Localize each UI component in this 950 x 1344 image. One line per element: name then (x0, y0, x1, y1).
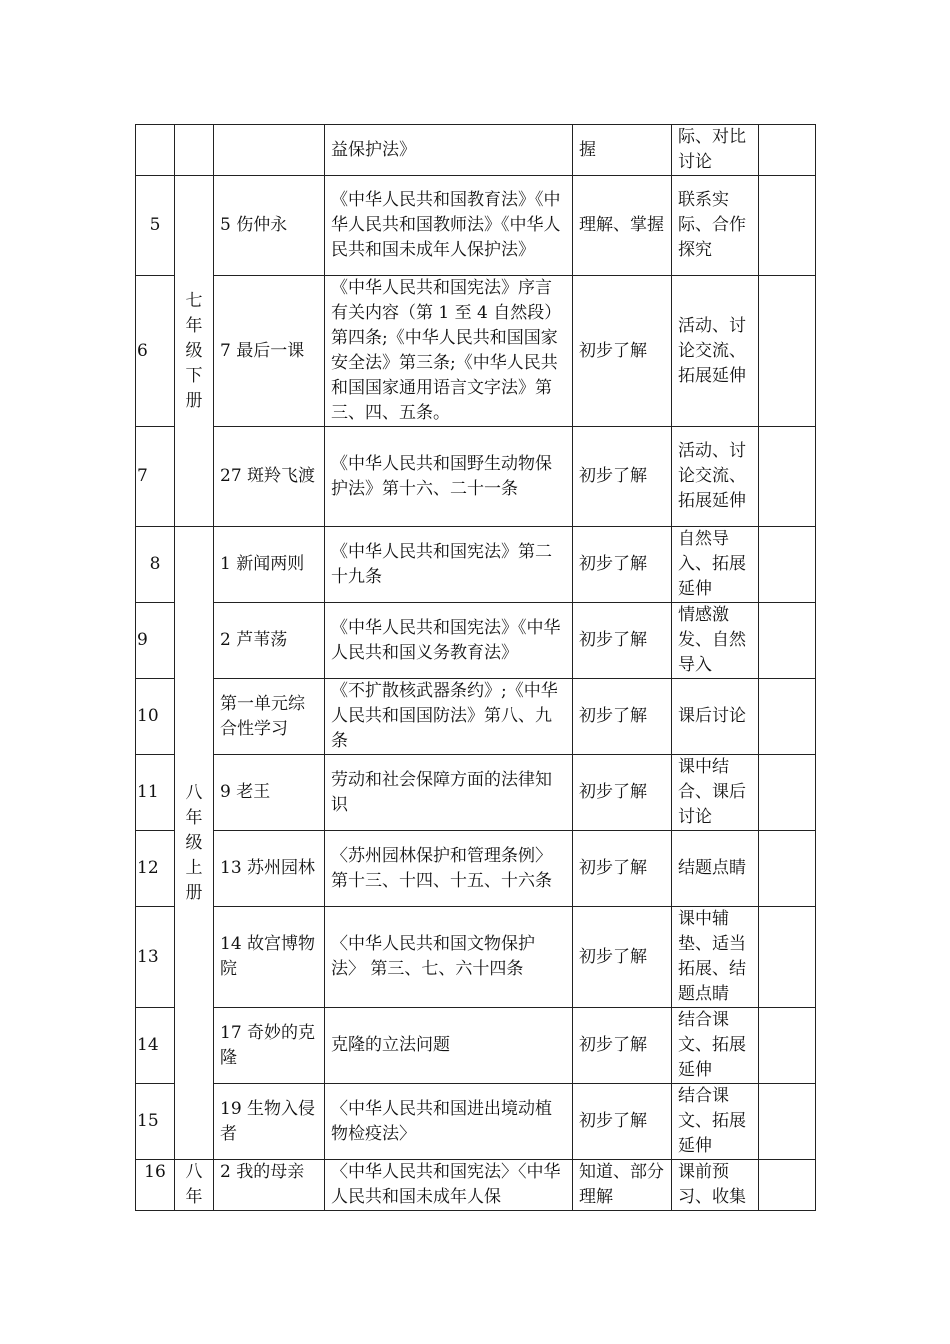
blank-cell (759, 603, 816, 679)
lesson-cell: 第一单元综合性学习 (214, 679, 325, 755)
table-row (136, 755, 816, 831)
level-cell: 初步了解 (573, 755, 672, 831)
row-number: 7 (136, 427, 175, 527)
blank-cell (759, 831, 816, 907)
blank-cell (759, 907, 816, 1008)
table-row (136, 176, 816, 276)
lesson-cell: 7 最后一课 (214, 276, 325, 427)
row-number: 15 (136, 1084, 175, 1160)
law-cell: 《中华人民共和国野生动物保护法》第十六、二十一条 (325, 427, 573, 527)
grade-cell (175, 125, 214, 176)
table-row (136, 527, 816, 603)
lesson-cell: 14 故宫博物院 (214, 907, 325, 1008)
row-number: 11 (136, 755, 175, 831)
method-cell: 活动、讨论交流、拓展延伸 (672, 276, 759, 427)
lesson-cell: 13 苏州园林 (214, 831, 325, 907)
law-cell: 〈中华人民共和国进出境动植物检疫法〉 (325, 1084, 573, 1160)
level-cell: 初步了解 (573, 1084, 672, 1160)
row-number (136, 125, 175, 176)
blank-cell (759, 1084, 816, 1160)
lesson-cell (214, 125, 325, 176)
method-cell: 结合课文、拓展延伸 (672, 1008, 759, 1084)
method-cell: 课中结合、课后讨论 (672, 755, 759, 831)
grade-eighth-bottom: 八 年 (175, 1160, 214, 1211)
law-cell: 益保护法》 (325, 125, 573, 176)
row-number: 8 (136, 527, 175, 603)
level-cell: 初步了解 (573, 907, 672, 1008)
blank-cell (759, 755, 816, 831)
law-cell: 〈中华人民共和国宪法〉〈中华人民共和国未成年人保 (325, 1160, 573, 1211)
law-cell: 《中华人民共和国宪法》第二十九条 (325, 527, 573, 603)
method-cell: 课前预习、收集 (672, 1160, 759, 1211)
method-cell: 自然导入、拓展延伸 (672, 527, 759, 603)
law-education-table (135, 124, 816, 1211)
blank-cell (759, 176, 816, 276)
row-number: 10 (136, 679, 175, 755)
lesson-cell: 2 芦苇荡 (214, 603, 325, 679)
lesson-cell: 27 斑羚飞渡 (214, 427, 325, 527)
table-row (136, 427, 816, 527)
table-row (136, 679, 816, 755)
row-number: 6 (136, 276, 175, 427)
row-number: 14 (136, 1008, 175, 1084)
level-cell: 初步了解 (573, 276, 672, 427)
lesson-cell: 9 老王 (214, 755, 325, 831)
method-cell: 情感激发、自然导入 (672, 603, 759, 679)
level-cell: 初步了解 (573, 831, 672, 907)
lesson-cell: 1 新闻两则 (214, 527, 325, 603)
grade-eighth-up: 八 年 级 上 册 (175, 527, 214, 1160)
method-cell: 课中辅垫、适当拓展、结题点睛 (672, 907, 759, 1008)
table-row (136, 831, 816, 907)
law-cell: 《不扩散核武器条约》;《中华人民共和国国防法》第八、九条 (325, 679, 573, 755)
level-cell: 初步了解 (573, 679, 672, 755)
blank-cell (759, 125, 816, 176)
row-number: 5 (136, 176, 175, 276)
blank-cell (759, 427, 816, 527)
law-cell: 《中华人民共和国宪法》序言有关内容（第 1 至 4 自然段）第四条;《中华人民共和国国家安全法》第三条;《中华人民共和国国家通用语言文字法》第三、四、五条。 (325, 276, 573, 427)
level-cell: 知道、部分理解 (573, 1160, 672, 1211)
table-row (136, 1084, 816, 1160)
lesson-cell: 19 生物入侵者 (214, 1084, 325, 1160)
lesson-cell: 2 我的母亲 (214, 1160, 325, 1211)
row-number: 12 (136, 831, 175, 907)
level-cell: 理解、掌握 (573, 176, 672, 276)
grade-seventh-down: 七 年 级 下 册 (175, 176, 214, 527)
level-cell: 初步了解 (573, 1008, 672, 1084)
law-cell: 克隆的立法问题 (325, 1008, 573, 1084)
table-row (136, 125, 816, 176)
method-cell: 活动、讨论交流、拓展延伸 (672, 427, 759, 527)
blank-cell (759, 1160, 816, 1211)
law-cell: 《中华人民共和国宪法》《中华人民共和国义务教育法》 (325, 603, 573, 679)
table-row (136, 1008, 816, 1084)
table-row (136, 1160, 816, 1211)
law-cell: 《中华人民共和国教育法》《中华人民共和国教师法》《中华人民共和国未成年人保护法》 (325, 176, 573, 276)
method-cell: 结题点睛 (672, 831, 759, 907)
lesson-cell: 17 奇妙的克隆 (214, 1008, 325, 1084)
method-cell: 际、对比讨论 (672, 125, 759, 176)
method-cell: 联系实际、合作探究 (672, 176, 759, 276)
blank-cell (759, 679, 816, 755)
method-cell: 结合课文、拓展延伸 (672, 1084, 759, 1160)
method-cell: 课后讨论 (672, 679, 759, 755)
law-cell: 劳动和社会保障方面的法律知识 (325, 755, 573, 831)
table-row (136, 276, 816, 427)
level-cell: 握 (573, 125, 672, 176)
blank-cell (759, 276, 816, 427)
row-number: 13 (136, 907, 175, 1008)
blank-cell (759, 527, 816, 603)
level-cell: 初步了解 (573, 427, 672, 527)
law-cell: 〈苏州园林保护和管理条例〉第十三、十四、十五、十六条 (325, 831, 573, 907)
row-number: 9 (136, 603, 175, 679)
row-number: 16 (136, 1160, 175, 1211)
lesson-cell: 5 伤仲永 (214, 176, 325, 276)
level-cell: 初步了解 (573, 527, 672, 603)
blank-cell (759, 1008, 816, 1084)
table-row (136, 603, 816, 679)
table-row (136, 907, 816, 1008)
law-cell: 〈中华人民共和国文物保护法〉 第三、七、六十四条 (325, 907, 573, 1008)
level-cell: 初步了解 (573, 603, 672, 679)
